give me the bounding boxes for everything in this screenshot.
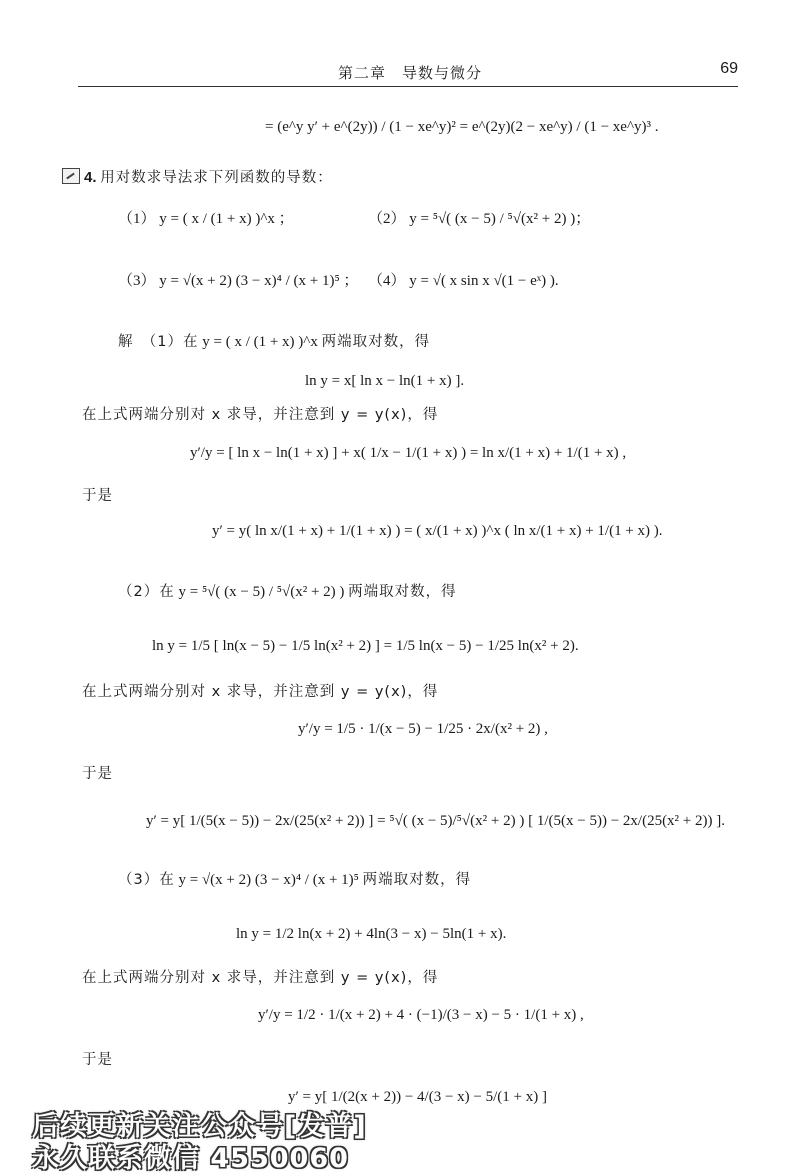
solution-part-2-function: y = ⁵√( (x − 5) / ⁵√(x² + 2) ) xyxy=(178,584,345,600)
part-1-result-equation: y′ = y( ln x/(1 + x) + 1/(1 + x) ) = ( x/(1 + x) )^x ( ln x/(1 + x) + 1/(1 + x) ). xyxy=(212,523,663,539)
solution-part-2-tail: 两端取对数，得 xyxy=(348,584,457,600)
intro-equation: = (e^y y′ + e^(2y)) / (1 − xe^y)² = e^(2y)(2 − xe^y) / (1 − xe^y)³ . xyxy=(265,119,659,135)
solution-part-1-tail: 两端取对数，得 xyxy=(321,334,431,350)
part-3-derivative-equation: y′/y = 1/2 · 1/(x + 2) + 4 · (−1)/(3 − x) − 5 · 1/(1 + x) , xyxy=(258,1007,584,1023)
part-2-derivative-equation: y′/y = 1/5 · 1/(x − 5) − 1/25 · 2x/(x² + 2) , xyxy=(298,721,548,737)
page-header xyxy=(78,56,738,87)
problem-number: 4. xyxy=(84,169,97,186)
chapter-title: 第二章 导数与微分 xyxy=(338,64,483,82)
problem-item-3: （3） y = √(x + 2) (3 − x)⁴ / (x + 1)⁵ ； xyxy=(118,273,359,289)
part-2-therefore: 于是 xyxy=(82,766,113,782)
part-3-result-equation: y′ = y[ 1/(2(x + 2)) − 4/(3 − x) − 5/(1 + x) ] xyxy=(288,1089,547,1105)
part-3-differentiate-text: 在上式两端分别对 x 求导，并注意到 y = y(x)，得 xyxy=(82,970,439,986)
part-1-therefore: 于是 xyxy=(82,488,113,504)
solution-part-3-label: （3）在 xyxy=(118,872,175,888)
solution-label: 解 （1）在 xyxy=(118,334,199,350)
part-3-log-equation: ln y = 1/2 ln(x + 2) + 4ln(3 − x) − 5ln(1 + x). xyxy=(236,926,507,942)
solution-part-1-function: y = ( x / (1 + x) )^x xyxy=(202,334,318,350)
part-2-result-equation: y′ = y[ 1/(5(x − 5)) − 2x/(25(x² + 2)) ] = ⁵√( (x − 5)/⁵√(x² + 2) ) [ 1/(5(x − 5)) − 2x/(25(x² + 2)) ]. xyxy=(146,813,726,829)
watermark-line-2: 永久联系微信 4550060 xyxy=(32,1143,349,1174)
part-2-log-equation: ln y = 1/5 [ ln(x − 5) − 1/5 ln(x² + 2) ] = 1/5 ln(x − 5) − 1/25 ln(x² + 2). xyxy=(152,638,579,654)
part-1-derivative-equation: y′/y = [ ln x − ln(1 + x) ] + x( 1/x − 1/(1 + x) ) = ln x/(1 + x) + 1/(1 + x) , xyxy=(190,445,627,461)
watermark-line-1: 后续更新关注公众号[发普] xyxy=(32,1111,367,1142)
solution-part-2-intro xyxy=(118,580,457,601)
problem-item-4: （4） y = √( x sin x √(1 − eˣ) ). xyxy=(368,273,559,289)
problem-heading xyxy=(62,166,333,187)
page-number: 69 xyxy=(720,60,738,77)
problem-text: 用对数求导法求下列函数的导数： xyxy=(100,170,333,186)
part-3-therefore: 于是 xyxy=(82,1052,113,1068)
problem-item-1: （1） y = ( x / (1 + x) )^x ； xyxy=(118,211,294,227)
solution-part-1-intro xyxy=(118,330,430,351)
solution-part-3-intro xyxy=(118,868,471,889)
part-1-differentiate-text: 在上式两端分别对 x 求导，并注意到 y = y(x)，得 xyxy=(82,407,439,423)
pencil-icon xyxy=(62,168,80,184)
part-1-log-equation: ln y = x[ ln x − ln(1 + x) ]. xyxy=(305,373,465,389)
solution-part-3-function: y = √(x + 2) (3 − x)⁴ / (x + 1)⁵ xyxy=(178,872,359,888)
problem-item-2: （2） y = ⁵√( (x − 5) / ⁵√(x² + 2) )； xyxy=(368,211,591,227)
solution-part-3-tail: 两端取对数，得 xyxy=(362,872,472,888)
part-2-differentiate-text: 在上式两端分别对 x 求导，并注意到 y = y(x)，得 xyxy=(82,684,439,700)
solution-part-2-label: （2）在 xyxy=(118,584,175,600)
